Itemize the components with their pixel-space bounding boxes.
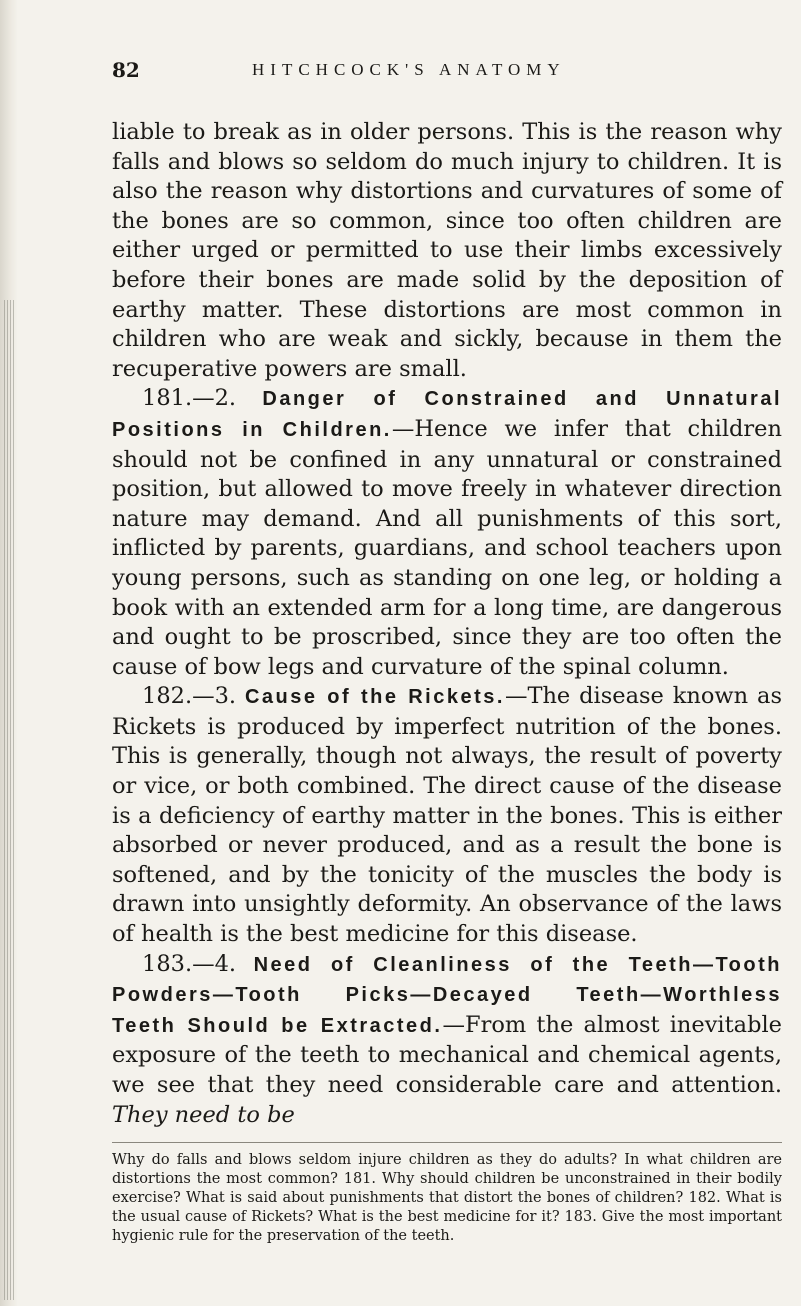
section-italic-text: They need to be [112,1101,295,1128]
section-number: 181.—2. [142,385,237,412]
book-spine-shadow [0,0,18,1306]
binding-lines [2,300,14,1300]
section-182 [112,682,782,949]
page-header [112,58,782,88]
intro-paragraph: liable to break as in older persons. This is the reason why falls and blows so seldom do much injury to children. It is also the reason why distortions and curvatures of some of the bones are so common, since too often children are either urged or permitted to use their limbs excessively before their bones are made solid by the deposition of earthy matter. These distortions are most common in children who are weak and sickly, because in them the recuperative powers are small. [112,119,782,382]
review-questions [112,1151,782,1246]
section-text: —The disease known as Rickets is produced by imperfect nutrition of the bones. This is generally, though not always, the result of poverty or vice, or both combined. The direct cause of the disease is a deficiency of earthy matter in the bones. This is either absorbed or never produced, and as a result the bone is softened, and by the tonicity of the muscles the body is drawn into unsightly deformity. An observance of the laws of health is the best medicine for this disease. [112,683,783,948]
section-text: —From the almost inevitable exposure of the teeth to mechanical and chemical agents, we see that they need considerable care and attention. [112,1011,782,1098]
section-number: 183.—4. [142,950,237,977]
running-head: HITCHCOCK'S ANATOMY [252,60,566,79]
section-title: Need of Cleanliness of the Teeth—Tooth Powders—Tooth Picks—Decayed Teeth—Worthless Teeth Should be Extracted. [112,953,782,1037]
section-number: 182.—3. [142,683,237,710]
section-text: —Hence we infer that children should not be confined in any unnatural or constrained position, but allowed to move freely in whatever direction nature may demand. And all punishments of this sort, inflicted by parents, guardians, and school teachers upon young persons, such as standing on one leg, or holding a book with an extended arm for a long time, are dangerous and ought to be proscribed, since they are too often the cause of bow legs and curvature of the spinal column. [112,415,782,680]
section-title: Cause of the Rickets. [244,686,505,709]
section-181 [112,384,782,682]
section-title: Danger of Constrained and Unnatural Positions in Children. [112,388,782,441]
body-text [112,118,782,1130]
section-183 [112,950,782,1131]
footnote-divider [112,1142,782,1143]
page-number: 82 [112,58,140,82]
questions-text: Why do falls and blows seldom injure children as they do adults? In what children are distortions the most common? 181. Why should children be unconstrained in their bodily exercise? What is said about punishments that distort the bones of children? 182. What is the usual cause of Rickets? What is the best medicine for it? 183. Give the most important hygienic rule for the preservation of the teeth. [112,1152,782,1245]
book-page [112,58,782,1246]
